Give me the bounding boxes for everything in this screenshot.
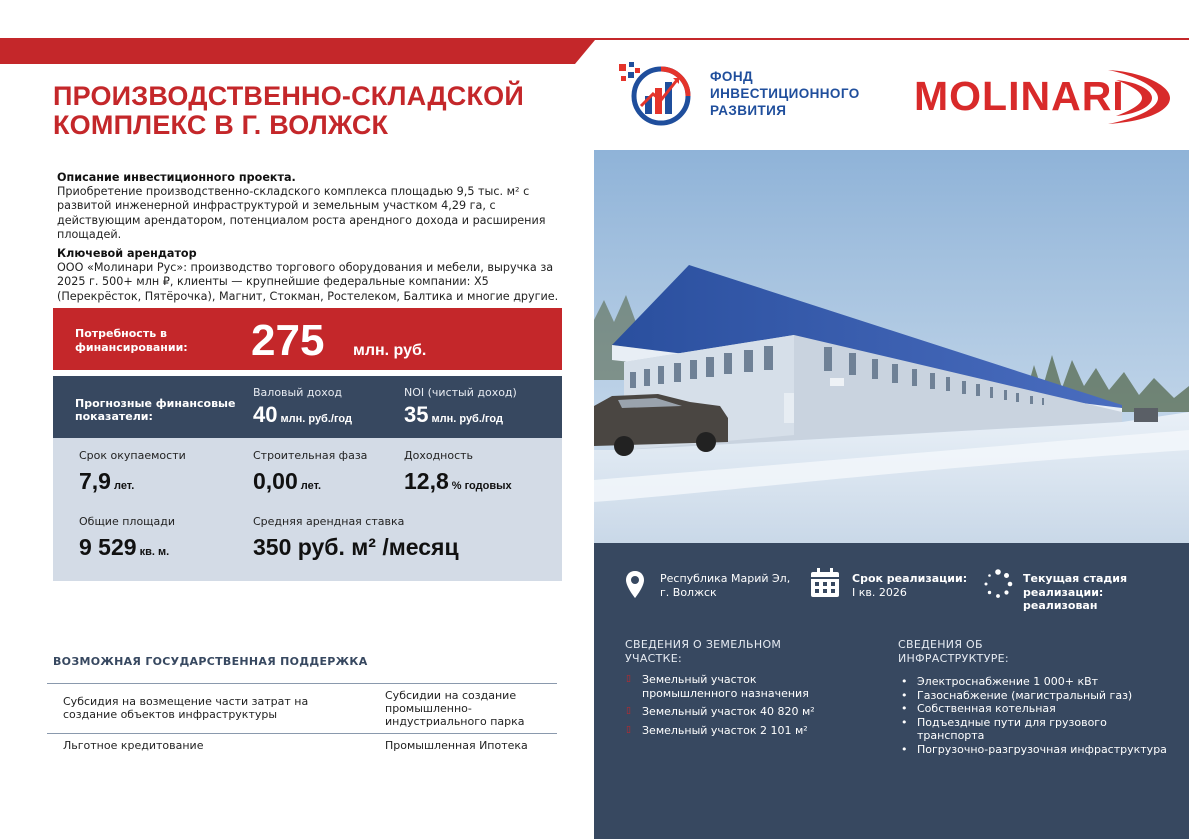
area-unit: кв. м.	[139, 546, 170, 558]
support-title: ВОЗМОЖНАЯ ГОСУДАРСТВЕННАЯ ПОДДЕРЖКА	[53, 655, 368, 668]
rent-value: 350 руб. м² /месяц	[253, 534, 459, 560]
financing-need-label: Потребность в финансировании:	[75, 327, 188, 354]
gross-income-number: 40	[253, 402, 278, 427]
yield-value	[404, 468, 512, 499]
header-red-bar-tip	[575, 40, 595, 64]
term-value: I кв. 2026	[852, 585, 907, 599]
gross-income-label: Валовый доход	[253, 386, 343, 399]
molinari-logo	[912, 64, 1174, 128]
support-divider-bottom	[47, 733, 557, 734]
financing-need-value: 275	[251, 316, 325, 365]
gross-income	[253, 386, 352, 431]
tenant-text: ООО «Молинари Рус»: производство торгового оборудования и мебели, выручка за 2025 г. 500+ млн ₽, клиенты — крупнейшие федеральные компании: X5 (Перекрёсток, Пятёрочка), Магнит, Стокман, Ростелеком, Балтика и многие другие.	[57, 261, 559, 303]
support-row1-left: Субсидия на возмещение части затрат на создание объектов инфраструктуры	[63, 695, 309, 721]
construction-stat	[253, 449, 367, 499]
stage-block	[1023, 572, 1173, 613]
description-text: Приобретение производственно-складского комплекса площадью 9,5 тыс. м² с развитой инженерной инфраструктурой и земельным участком 4,29 га, с действующим арендатором, потенциалом роста арендного дохода и расширения площадей.	[57, 185, 546, 241]
financing-need-box	[53, 308, 562, 370]
header-red-line	[575, 38, 1189, 40]
warehouse-photo	[594, 150, 1189, 543]
info-panel	[594, 543, 1189, 839]
payback-stat	[79, 449, 186, 499]
payback-value	[79, 468, 186, 499]
forecast-box	[53, 376, 562, 438]
support-divider-top	[47, 683, 557, 684]
land-section-title: СВЕДЕНИЯ О ЗЕМЕЛЬНОМ УЧАСТКЕ:	[625, 638, 782, 665]
noi-unit: млн. руб./год	[431, 413, 503, 425]
tenant-heading: Ключевой арендатор	[57, 247, 197, 261]
yield-label: Доходность	[404, 449, 474, 462]
gross-income-value	[253, 403, 352, 431]
infra-item-2: • Газоснабжение (магистральный газ)	[917, 689, 1167, 703]
area-number: 9 529	[79, 534, 137, 560]
land-item-2: ▯ Земельный участок 40 820 м²	[642, 705, 842, 719]
project-description	[57, 171, 562, 309]
noi-value	[404, 403, 517, 431]
land-item-1: ▯ Земельный участок промышленного назначения	[642, 673, 842, 700]
yield-stat	[404, 449, 512, 499]
stage-label: Текущая стадия реализации:	[1023, 572, 1128, 599]
page-title-line-2: КОМПЛЕКС В Г. ВОЛЖСК	[53, 110, 389, 140]
fund-logo-line-3: РАЗВИТИЯ	[710, 103, 787, 118]
construction-label: Строительная фаза	[253, 449, 368, 462]
page-title	[53, 82, 593, 140]
rent-label: Средняя арендная ставка	[253, 515, 405, 528]
calendar-icon	[810, 568, 840, 598]
infra-item-4: • Подъездные пути для грузового транспорта	[917, 716, 1167, 743]
molinari-logo-text: MOLINARI	[914, 73, 1125, 119]
rent-stat	[253, 515, 459, 560]
page-title-line-1: ПРОИЗВОДСТВЕННО-СКЛАДСКОЙ	[53, 81, 524, 111]
progress-spinner-icon	[983, 569, 1013, 599]
infra-item-1: • Электроснабжение 1 000+ кВт	[917, 675, 1167, 689]
payback-unit: лет.	[113, 480, 135, 492]
payback-number: 7,9	[79, 468, 111, 494]
construction-value	[253, 468, 367, 499]
stats-box	[53, 438, 562, 581]
infra-item-3: • Собственная котельная	[917, 702, 1167, 716]
description-heading: Описание инвестиционного проекта.	[57, 171, 296, 184]
noi-income	[404, 386, 517, 431]
stage-value: реализован	[1023, 599, 1098, 612]
area-stat	[79, 515, 175, 565]
construction-number: 0,00	[253, 468, 298, 494]
payback-label: Срок окупаемости	[79, 449, 186, 462]
financing-need-unit: млн. руб.	[353, 342, 427, 359]
land-item-3: ▯ Земельный участок 2 101 м²	[642, 724, 842, 738]
yield-number: 12,8	[404, 468, 449, 494]
infra-list	[917, 675, 1167, 756]
fund-logo-text	[710, 68, 860, 119]
support-row2-left: Льготное кредитование	[63, 739, 204, 752]
forecast-label: Прогнозные финансовые показатели:	[75, 397, 236, 423]
header-red-bar	[0, 38, 575, 64]
term-block	[852, 572, 977, 599]
area-value	[79, 534, 175, 565]
infra-section-title: СВЕДЕНИЯ ОБ ИНФРАСТРУКТУРЕ:	[898, 638, 1009, 665]
support-row1-right: Субсидии на создание промышленно-индустриального парка	[385, 689, 525, 728]
noi-label: NOI (чистый доход)	[404, 386, 517, 399]
construction-unit: лет.	[300, 480, 322, 492]
infra-item-5: • Погрузочно-разгрузочная инфраструктура	[917, 743, 1167, 757]
fund-logo-icon	[617, 60, 692, 126]
yield-unit: % годовых	[451, 480, 512, 492]
area-label: Общие площади	[79, 515, 176, 528]
support-row2-right: Промышленная Ипотека	[385, 739, 528, 752]
gross-income-unit: млн. руб./год	[280, 413, 352, 425]
fund-logo-line-1: ФОНД	[710, 69, 753, 84]
noi-number: 35	[404, 402, 429, 427]
location-text: Республика Марий Эл, г. Волжск	[660, 572, 791, 599]
fund-logo-line-2: ИНВЕСТИЦИОННОГО	[710, 86, 860, 101]
location-pin-icon	[625, 570, 645, 600]
term-label: Срок реализации:	[852, 572, 968, 585]
